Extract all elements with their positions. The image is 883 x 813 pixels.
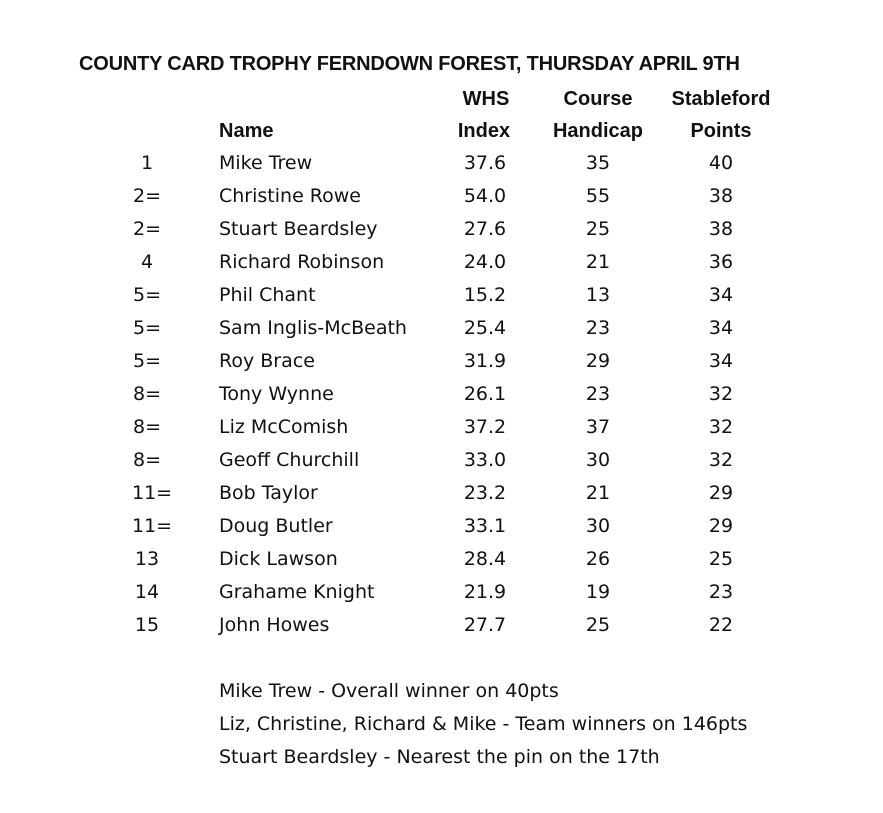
row-position: 8= <box>132 383 161 405</box>
header-stableford-line1: Stableford <box>671 88 771 110</box>
row-course-handicap: 13 <box>585 284 611 306</box>
row-position: 1 <box>140 152 154 174</box>
row-player-name: Mike Trew <box>219 152 313 174</box>
row-whs-index: 33.1 <box>463 515 507 537</box>
row-course-handicap: 21 <box>585 482 611 504</box>
row-whs-index: 23.2 <box>463 482 507 504</box>
row-player-name: Grahame Knight <box>219 581 375 603</box>
row-player-name: Richard Robinson <box>219 251 385 273</box>
row-course-handicap: 23 <box>585 383 611 405</box>
row-stableford-points: 34 <box>708 317 734 339</box>
row-stableford-points: 32 <box>708 449 734 471</box>
row-stableford-points: 29 <box>708 482 734 504</box>
row-course-handicap: 37 <box>585 416 611 438</box>
row-stableford-points: 38 <box>708 218 734 240</box>
row-course-handicap: 25 <box>585 218 611 240</box>
note-nearest-pin: Stuart Beardsley - Nearest the pin on the 17th <box>219 746 660 768</box>
row-whs-index: 21.9 <box>463 581 507 603</box>
row-stableford-points: 22 <box>708 614 734 636</box>
row-stableford-points: 36 <box>708 251 734 273</box>
note-overall-winner: Mike Trew - Overall winner on 40pts <box>219 680 559 702</box>
row-position: 11= <box>132 515 173 537</box>
row-whs-index: 28.4 <box>463 548 507 570</box>
row-course-handicap: 25 <box>585 614 611 636</box>
header-course-line1: Course <box>563 88 633 110</box>
row-position: 4 <box>140 251 154 273</box>
row-course-handicap: 30 <box>585 515 611 537</box>
row-stableford-points: 25 <box>708 548 734 570</box>
row-position: 15 <box>134 614 160 636</box>
row-position: 8= <box>132 449 161 471</box>
row-player-name: Doug Butler <box>219 515 333 537</box>
row-whs-index: 27.6 <box>463 218 507 240</box>
row-player-name: Liz McComish <box>219 416 349 438</box>
row-course-handicap: 30 <box>585 449 611 471</box>
row-position: 5= <box>132 284 161 306</box>
row-whs-index: 25.4 <box>463 317 507 339</box>
row-course-handicap: 35 <box>585 152 611 174</box>
row-player-name: John Howes <box>219 614 330 636</box>
row-whs-index: 37.2 <box>463 416 507 438</box>
row-position: 13 <box>134 548 160 570</box>
header-whs-line2: Index <box>457 120 511 142</box>
row-position: 5= <box>132 350 161 372</box>
row-whs-index: 26.1 <box>463 383 507 405</box>
row-position: 11= <box>132 482 173 504</box>
row-course-handicap: 21 <box>585 251 611 273</box>
row-whs-index: 37.6 <box>463 152 507 174</box>
row-position: 2= <box>132 218 161 240</box>
row-stableford-points: 29 <box>708 515 734 537</box>
row-whs-index: 54.0 <box>463 185 507 207</box>
row-position: 5= <box>132 317 161 339</box>
row-course-handicap: 55 <box>585 185 611 207</box>
row-player-name: Phil Chant <box>219 284 316 306</box>
row-whs-index: 33.0 <box>463 449 507 471</box>
row-player-name: Christine Rowe <box>219 185 361 207</box>
row-player-name: Tony Wynne <box>219 383 334 405</box>
row-stableford-points: 38 <box>708 185 734 207</box>
row-player-name: Dick Lawson <box>219 548 338 570</box>
row-course-handicap: 26 <box>585 548 611 570</box>
row-whs-index: 27.7 <box>463 614 507 636</box>
row-position: 8= <box>132 416 161 438</box>
row-player-name: Sam Inglis-McBeath <box>219 317 407 339</box>
row-whs-index: 24.0 <box>463 251 507 273</box>
row-stableford-points: 40 <box>708 152 734 174</box>
header-stableford-line2: Points <box>690 120 752 142</box>
row-stableford-points: 23 <box>708 581 734 603</box>
header-whs-line1: WHS <box>462 88 510 110</box>
row-course-handicap: 19 <box>585 581 611 603</box>
row-player-name: Roy Brace <box>219 350 315 372</box>
header-course-line2: Handicap <box>552 120 644 142</box>
header-name: Name <box>219 120 274 142</box>
row-stableford-points: 32 <box>708 383 734 405</box>
row-player-name: Geoff Churchill <box>219 449 360 471</box>
row-player-name: Stuart Beardsley <box>219 218 378 240</box>
note-team-winners: Liz, Christine, Richard & Mike - Team winners on 146pts <box>219 713 748 735</box>
row-position: 14 <box>134 581 160 603</box>
row-player-name: Bob Taylor <box>219 482 318 504</box>
row-whs-index: 15.2 <box>463 284 507 306</box>
row-position: 2= <box>132 185 161 207</box>
row-course-handicap: 29 <box>585 350 611 372</box>
page-title: COUNTY CARD TROPHY FERNDOWN FOREST, THURSDAY APRIL 9TH <box>79 53 740 75</box>
row-whs-index: 31.9 <box>463 350 507 372</box>
row-stableford-points: 32 <box>708 416 734 438</box>
row-stableford-points: 34 <box>708 284 734 306</box>
row-course-handicap: 23 <box>585 317 611 339</box>
row-stableford-points: 34 <box>708 350 734 372</box>
